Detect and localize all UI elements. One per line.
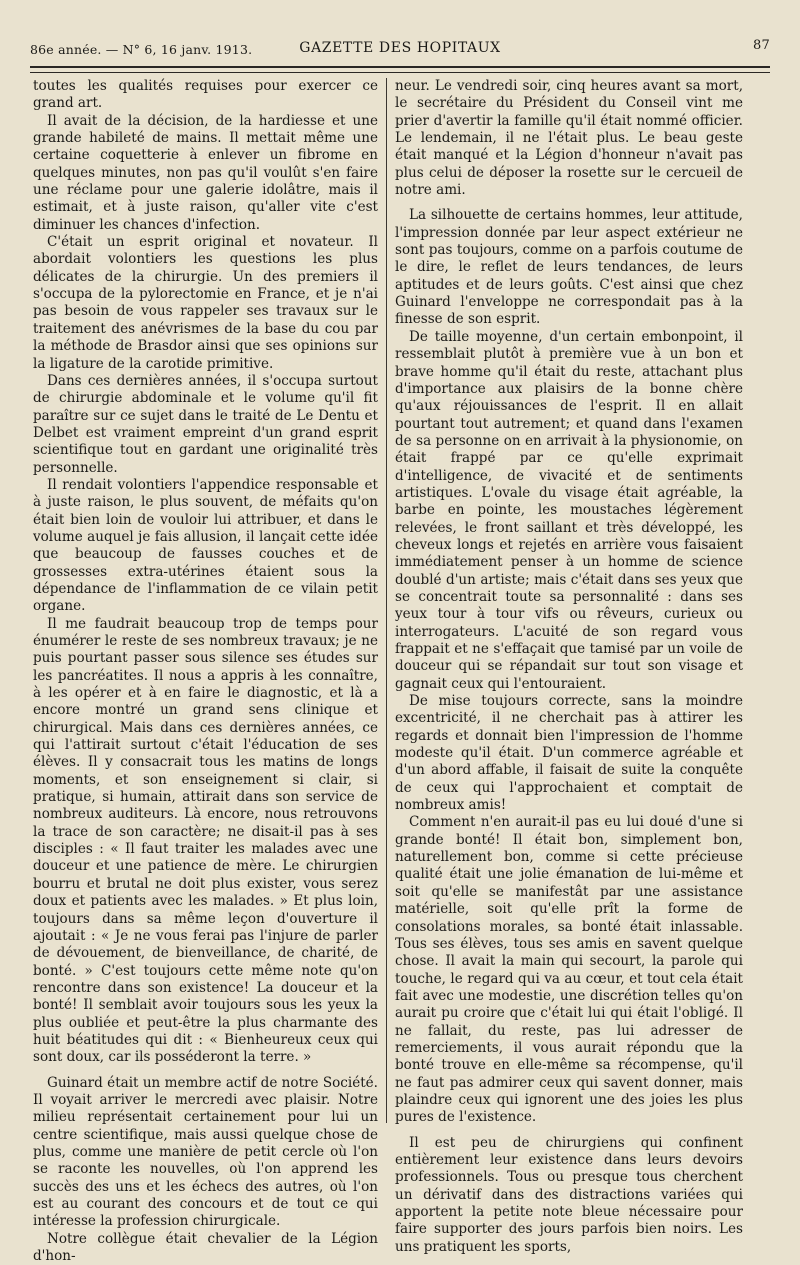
paragraph: Notre collègue était chevalier de la Légion d'hon- [33, 1230, 378, 1265]
left-column [33, 78, 378, 1265]
header-rule-thick [30, 66, 770, 68]
page-number: 87 [753, 38, 770, 53]
paragraph: La silhouette de certains hommes, leur attitude, l'impression donnée par leur aspect extérieur ne sont pas toujours, comme on a parfois coutume de le dire, le reflet de leurs tendances, de leurs aptitudes et de leurs goûts. C'est ainsi que chez Guinard l'enveloppe ne correspondait pas à la finesse de son esprit. [395, 207, 743, 328]
paragraph: neur. Le vendredi soir, cinq heures avant sa mort, le secrétaire du Président du Conseil vint me prier d'avertir la famille qu'il était nommé officier. Le lendemain, il ne l'était plus. Le beau geste était manqué et la Légion d'honneur n'avait pas plus celui de déposer la rosette sur le cercueil de notre ami. [395, 78, 743, 199]
journal-title: GAZETTE DES HOPITAUX [299, 40, 501, 56]
paragraph: De taille moyenne, d'un certain embonpoint, il ressemblait plutôt à première vue à un bon et brave homme qu'il était du reste, attachant plus d'importance aux plaisirs de la bonne chère qu'aux réjouissances de l'esprit. Il en allait pourtant tout autrement; et quand dans l'examen de sa personne on en arrivait à la physionomie, on était frappé par ce qu'elle exprimait d'intelligence, de vivacité et de sentiments artistiques. L'ovale du visage était agréable, la barbe en pointe, les moustaches légèrement relevées, le front saillant et très développé, les cheveux longs et rejetés en arrière vous faisaient immédiatement penser à un homme de science doublé d'un artiste; mais c'était dans ses yeux que se concentrait toute sa personnalité : dans ses yeux tour à tour vifs ou rêveurs, curieux ou interrogateurs. L'acuité de son regard vous frappait et ne s'effaçait que tamisé par un voile de douceur qui se répandait sur tout son visage et gagnait ceux qui l'entouraient. [395, 328, 743, 692]
paragraph: De mise toujours correcte, sans la moindre excentricité, il ne cherchait pas à attirer les regards et donnait bien l'impression de l'homme modeste qu'il était. D'un commerce agréable et d'un abord affable, il faisait de suite la conquête de ceux qui l'approchaient et comptait de nombreux amis! [395, 693, 743, 814]
edition-info: 86e année. — N° 6, 16 janv. 1913. [30, 42, 253, 57]
paragraph: Dans ces dernières années, il s'occupa surtout de chirurgie abdominale et le volume qu'il fit paraître sur ce sujet dans le traité de Le Dentu et Delbet est vraiment empreint d'un grand esprit scientifique tout en gardant une originalité très personnelle. [33, 372, 378, 476]
paragraph: toutes les qualités requises pour exercer ce grand art. [33, 78, 378, 112]
paragraph: Comment n'en aurait-il pas eu lui doué d'une si grande bonté! Il était bon, simplement bon, naturellement bon, comme si cette précieuse qualité était une jolie émanation de lui-même et soit qu'elle se manifestât par une assistance matérielle, soit qu'elle prît la forme de consolations morales, sa bonté était inlassable. Tous ses élèves, tous ses amis en savent quelque chose. Il avait la main qui secourt, la parole qui touche, le regard qui va au cœur, et tout cela était fait avec une modestie, une discrétion telles qu'on aurait pu croire que c'était lui qui était l'obligé. Il ne fallait, du reste, pas lui adresser de remerciements, il vous aurait répondu que la bonté trouve en elle-même sa récompense, qu'il ne faut pas admirer ceux qui savent donner, mais plaindre ceux qui ignorent une des joies les plus pures de l'existence. [395, 814, 743, 1126]
header-rule-thin [30, 72, 770, 73]
paragraph: Il avait de la décision, de la hardiesse et une grande habileté de mains. Il mettait même une certaine coquetterie à enlever un fibrome en quelques minutes, non pas qu'il voulût s'en faire une réclame pour une galerie idolâtre, mais il estimait, et à juste raison, qu'aller vite c'est diminuer les chances d'infection. [33, 112, 378, 233]
paragraph: Il rendait volontiers l'appendice responsable et à juste raison, le plus souvent, de méfaits qu'on était bien loin de vouloir lui attribuer, et dans le volume auquel je fais allusion, il lançait cette idée que beaucoup de fausses couches et de grossesses extra-utérines étaient sous la dépendance de l'inflammation de ce vilain petit organe. [33, 476, 378, 615]
paragraph: Il est peu de chirurgiens qui confinent entièrement leur existence dans leurs devoirs professionnels. Tous ou presque tous cherchent un dérivatif dans des distractions variées qui apportent la petite note bleue nécessaire pour faire supporter des jours parfois bien noirs. Les uns pratiquent les sports, [395, 1134, 743, 1255]
right-column [395, 78, 743, 1255]
paragraph: C'était un esprit original et novateur. Il abordait volontiers les questions les plus délicates de la chirurgie. Un des premiers il s'occupa de la pylorectomie en France, et je n'ai pas besoin de vous rappeler ses travaux sur le traitement des anévrismes de la base du cou par la méthode de Brasdor ainsi que ses opinions sur la ligature de la carotide primitive. [33, 234, 378, 372]
running-header [30, 34, 770, 60]
paragraph: Il me faudrait beaucoup trop de temps pour énumérer le reste de ses nombreux travaux; je ne puis pourtant passer sous silence ses études sur les pancréatites. Il nous a appris à les connaître, à les opérer et à en faire le diagnostic, et là a encore montré un grand sens clinique et chirurgical. Mais dans ces dernières années, ce qui l'attirait surtout c'était l'éducation de ses élèves. Il y consacrait tous les matins de longs moments, et son enseignement si clair, si pratique, si humain, attirait dans son service de nombreux auditeurs. Là encore, nous retrouvons la trace de son caractère; ne disait-il pas à ses disciples : « Il faut traiter les malades avec une douceur et une patience de mère. Le chirurgien bourru et brutal ne doit plus exister, vous serez doux et patients avec les malades. » Et plus loin, toujours dans sa même leçon d'ouverture il ajoutait : « Je ne vous ferai pas l'injure de parler de dévouement, de bienveillance, de charité, de bonté. » C'est toujours cette même note qu'on rencontre dans son existence! La douceur et la bonté! Il semblait avoir toujours sous les yeux la plus oubliée et peut-être la plus charmante des huit béatitudes qui dit : « Bienheureux ceux qui sont doux, car ils posséderont la terre. » [33, 615, 378, 1066]
paragraph: Guinard était un membre actif de notre Société. Il voyait arriver le mercredi avec plaisir. Notre milieu représentait certainement pour lui un centre scientifique, mais aussi quelque chose de plus, comme une manière de petit cercle où l'on se raconte les nouvelles, où l'on apprend les succès des uns et les échecs des autres, où l'on est au courant des concours et de tout ce qui intéresse la profession chirurgicale. [33, 1074, 378, 1230]
column-divider [386, 78, 387, 1123]
